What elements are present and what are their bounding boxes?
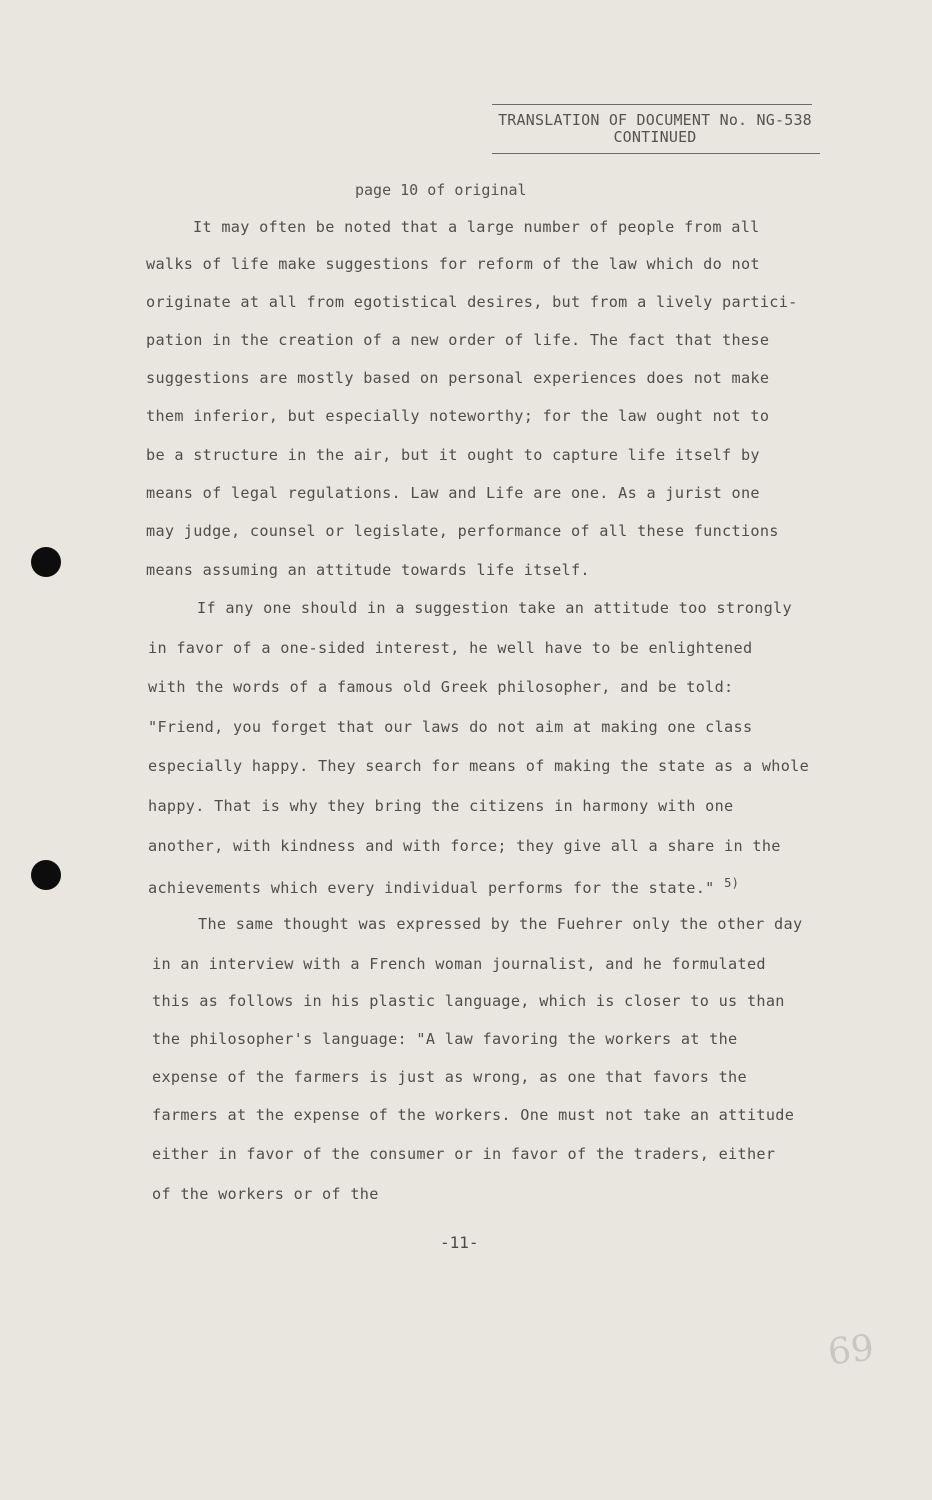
text-line: be a structure in the air, but it ought to capture life itself by	[146, 446, 760, 464]
text-line: the philosopher's language: "A law favoring the workers at the	[152, 1030, 738, 1048]
text-line: especially happy. They search for means of making the state as a whole	[148, 757, 810, 775]
original-page-reference: page 10 of original	[355, 181, 527, 199]
text-line: farmers at the expense of the workers. One must not take an attitude	[152, 1106, 795, 1124]
text-line: "Friend, you forget that our laws do not aim at making one class	[148, 718, 753, 736]
punch-hole	[31, 547, 61, 577]
text-line-content: achievements which every individual performs for the state."	[148, 879, 715, 897]
text-line: The same thought was expressed by the Fuehrer only the other day	[198, 915, 803, 933]
text-line: them inferior, but especially noteworthy; for the law ought not to	[146, 407, 770, 425]
footnote-mark: 5)	[724, 876, 740, 890]
text-line: either in favor of the consumer or in favor of the traders, either	[152, 1145, 776, 1163]
text-line: in favor of a one-sided interest, he well have to be enlightened	[148, 639, 753, 657]
text-line: with the words of a famous old Greek philosopher, and be told:	[148, 678, 734, 696]
text-line	[148, 876, 739, 897]
text-line: means of legal regulations. Law and Life are one. As a jurist one	[146, 484, 760, 502]
text-line: happy. That is why they bring the citizens in harmony with one	[148, 797, 734, 815]
document-header	[490, 112, 820, 146]
text-line: pation in the creation of a new order of life. The fact that these	[146, 331, 770, 349]
punch-hole	[31, 860, 61, 890]
text-line: originate at all from egotistical desires, but from a lively partici-	[146, 293, 798, 311]
header-title: TRANSLATION OF DOCUMENT No. NG-538	[498, 111, 812, 129]
text-line: suggestions are mostly based on personal experiences does not make	[146, 369, 770, 387]
text-line: It may often be noted that a large number of people from all	[193, 218, 760, 236]
text-line: expense of the farmers is just as wrong, as one that favors the	[152, 1068, 747, 1086]
text-line: this as follows in his plastic language, which is closer to us than	[152, 992, 785, 1010]
text-line: in an interview with a French woman journalist, and he formulated	[152, 955, 766, 973]
header-top-rule	[492, 104, 812, 105]
pencil-mark: 69	[825, 1327, 876, 1374]
header-bottom-rule	[492, 153, 820, 154]
text-line: walks of life make suggestions for reform of the law which do not	[146, 255, 760, 273]
text-line: If any one should in a suggestion take an attitude too strongly	[197, 599, 792, 617]
text-line: another, with kindness and with force; they give all a share in the	[148, 837, 781, 855]
page-number: -11-	[440, 1233, 479, 1252]
text-line: may judge, counsel or legislate, performance of all these functions	[146, 522, 779, 540]
text-line: means assuming an attitude towards life itself.	[146, 561, 590, 579]
header-subtitle: CONTINUED	[613, 128, 697, 146]
text-line: of the workers or of the	[152, 1185, 379, 1203]
